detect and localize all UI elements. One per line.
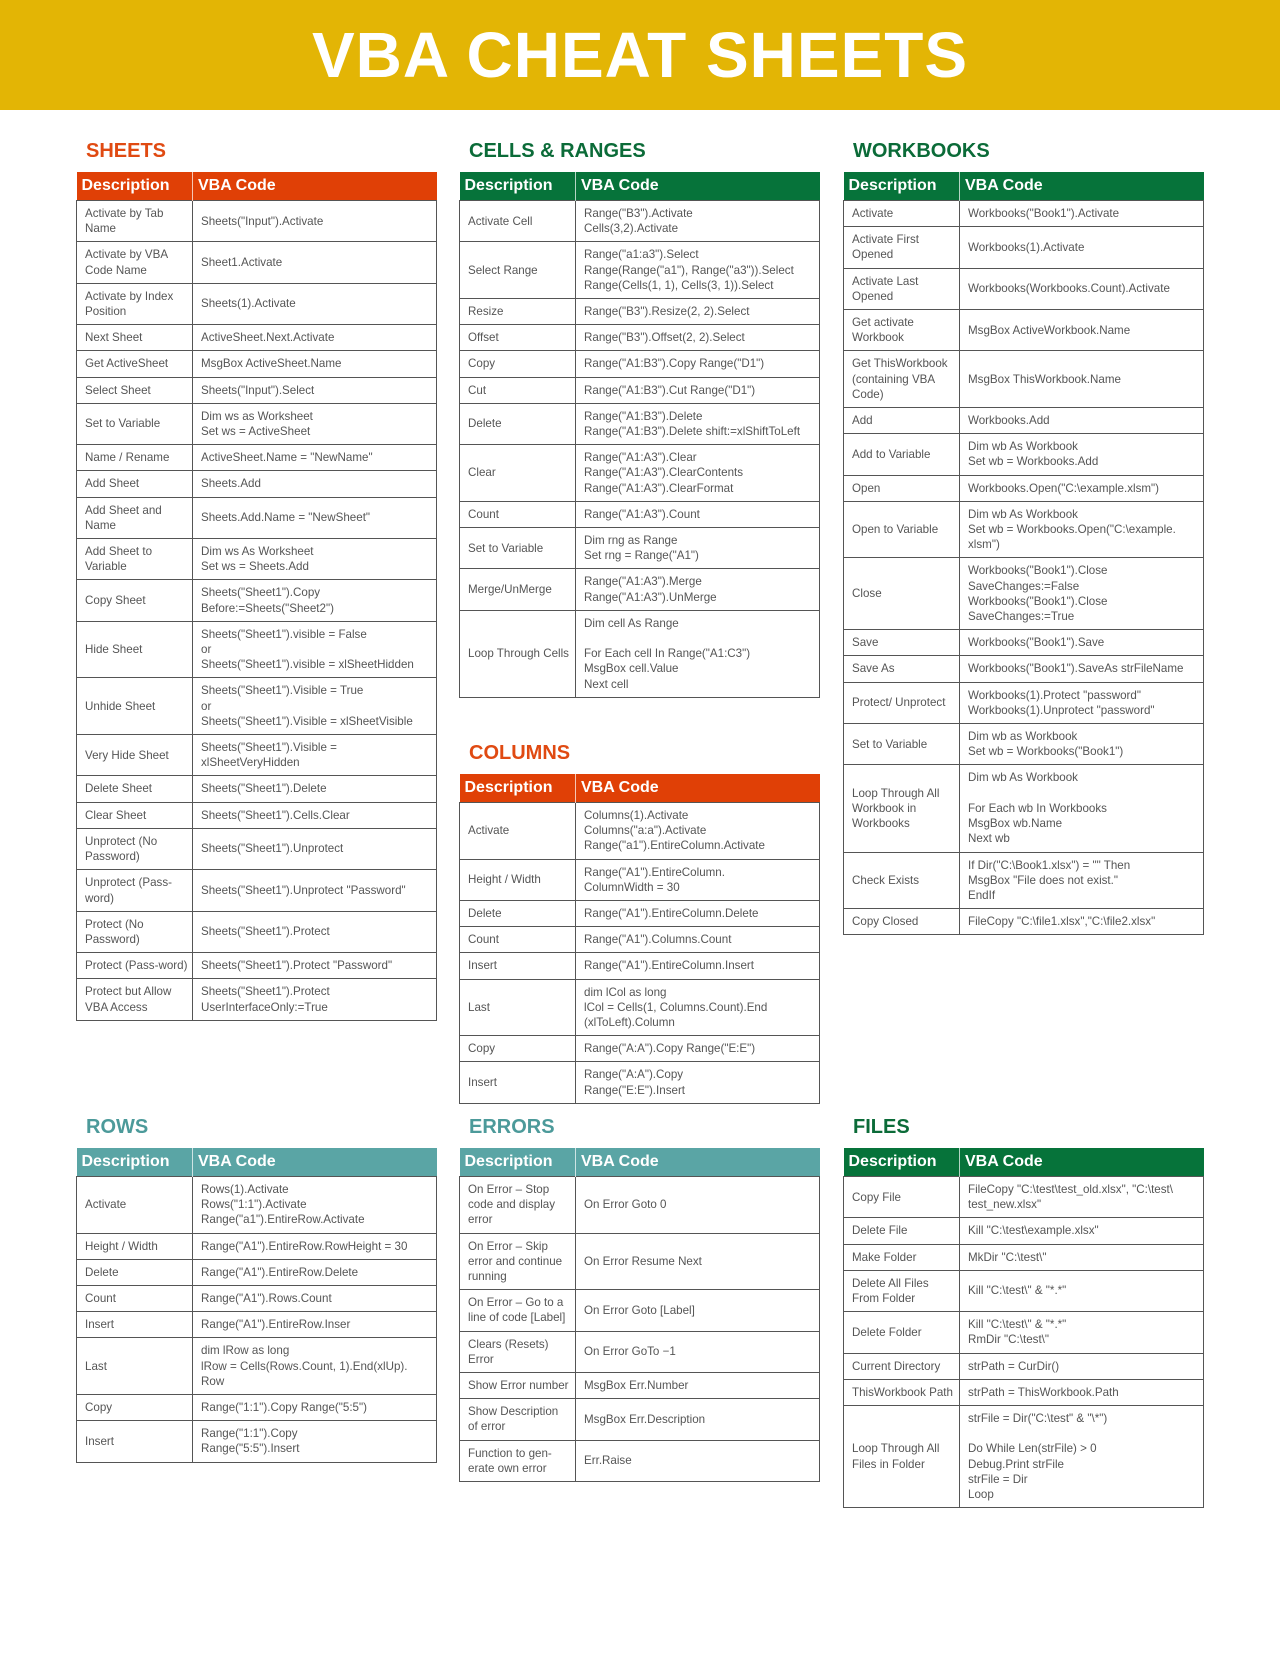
description-cell: Clears (Resets) Error — [460, 1331, 576, 1372]
code-cell: Range("B3").Offset(2, 2).Select — [576, 325, 820, 351]
code-cell: MsgBox Err.Description — [576, 1399, 820, 1440]
table-header-row — [460, 774, 820, 803]
table-row — [77, 201, 437, 242]
code-cell: Kill "C:\test\example.xlsx" — [960, 1218, 1204, 1244]
table-row — [460, 610, 820, 697]
section-rows — [76, 1112, 437, 1463]
table-row — [844, 1177, 1204, 1218]
column-header-code: VBA Code — [965, 177, 1043, 194]
section-title: SHEETS — [86, 140, 167, 162]
column-header-description: Description — [460, 172, 576, 201]
description-cell: Insert — [460, 1062, 576, 1103]
files-table — [843, 1148, 1204, 1508]
description-cell: Activate Last Opened — [844, 268, 960, 309]
description-cell: Protect but Allow VBA Access — [77, 979, 193, 1020]
description-cell: Last — [77, 1338, 193, 1395]
section-sheets — [76, 136, 437, 1021]
code-cell: Sheets(1).Activate — [193, 283, 437, 324]
description-cell: Activate Cell — [460, 201, 576, 242]
table-row — [844, 765, 1204, 852]
description-cell: Offset — [460, 325, 576, 351]
code-cell: Sheets("Sheet1").Unprotect "Password" — [193, 870, 437, 911]
table-row — [77, 1177, 437, 1234]
description-cell: Activate — [844, 201, 960, 227]
table-row — [460, 1331, 820, 1372]
description-cell: Close — [844, 558, 960, 630]
code-cell: MsgBox ActiveSheet.Name — [193, 351, 437, 377]
description-cell: Loop Through All Files in Folder — [844, 1406, 960, 1508]
description-cell: Insert — [77, 1312, 193, 1338]
code-cell: Range("A:A").Copy Range("E:E").Insert — [576, 1062, 820, 1103]
column-header-code: VBA Code — [581, 177, 659, 194]
table-row — [844, 1218, 1204, 1244]
table-row — [460, 201, 820, 242]
table-row — [460, 403, 820, 444]
table-header-row — [460, 1148, 820, 1177]
table-header-row — [77, 1148, 437, 1177]
table-row — [844, 434, 1204, 475]
description-cell: Check Exists — [844, 852, 960, 909]
description-cell: Activate by Index Position — [77, 283, 193, 324]
description-cell: Resize — [460, 299, 576, 325]
table-row — [844, 351, 1204, 408]
description-cell: Delete Sheet — [77, 776, 193, 802]
code-cell: If Dir("C:\Book1.xlsx") = "" Then MsgBox "File does not exist." EndIf — [960, 852, 1204, 909]
description-cell: Count — [77, 1286, 193, 1312]
section-title: FILES — [853, 1116, 910, 1138]
code-cell: Range("A1").Columns.Count — [576, 927, 820, 953]
description-cell: Clear Sheet — [77, 802, 193, 828]
table-row — [77, 377, 437, 403]
table-header-row — [844, 172, 1204, 201]
description-cell: Add Sheet to Variable — [77, 539, 193, 580]
table-row — [77, 776, 437, 802]
table-row — [77, 1259, 437, 1285]
description-cell: Cut — [460, 377, 576, 403]
table-row — [460, 501, 820, 527]
column-header-description: Description — [844, 1148, 960, 1177]
table-row — [460, 953, 820, 979]
description-cell: ThisWorkbook Path — [844, 1379, 960, 1405]
description-cell: Copy — [77, 1395, 193, 1421]
description-cell: On Error – Go to a line of code [Label] — [460, 1290, 576, 1331]
description-cell: Delete Folder — [844, 1312, 960, 1353]
table-row — [77, 828, 437, 869]
section-title: WORKBOOKS — [853, 140, 990, 162]
code-cell: Workbooks(1).Activate — [960, 227, 1204, 268]
description-cell: Get activate Workbook — [844, 310, 960, 351]
description-cell: Get ThisWorkbook (containing VBA Code) — [844, 351, 960, 408]
section-title: ROWS — [86, 1116, 149, 1138]
code-cell: On Error Goto [Label] — [576, 1290, 820, 1331]
code-cell: Range("A:A").Copy Range("E:E") — [576, 1036, 820, 1062]
table-row — [77, 1338, 437, 1395]
code-cell: Sheets("Sheet1").Copy Before:=Sheets("Sheet2") — [193, 580, 437, 621]
column-header-description: Description — [844, 172, 960, 201]
code-cell: Dim rng as Range Set rng = Range("A1") — [576, 528, 820, 569]
code-cell: Range("A1").EntireColumn. ColumnWidth = 30 — [576, 859, 820, 900]
code-cell: Range("A1:A3").Count — [576, 501, 820, 527]
table-row — [77, 1312, 437, 1338]
table-row — [844, 724, 1204, 765]
description-cell: Activate First Opened — [844, 227, 960, 268]
code-cell: Sheets("Sheet1").Visible = True or Sheets("Sheet1").Visible = xlSheetVisible — [193, 678, 437, 735]
description-cell: Copy — [460, 351, 576, 377]
table-row — [77, 870, 437, 911]
section-cells-ranges — [459, 136, 820, 698]
code-cell: Sheets("Sheet1").Visible = xlSheetVeryHidden — [193, 735, 437, 776]
code-cell: Dim wb As Workbook For Each wb In Workbooks MsgBox wb.Name Next wb — [960, 765, 1204, 852]
code-cell: Sheets.Add.Name = "NewSheet" — [193, 497, 437, 538]
table-row — [844, 630, 1204, 656]
table-row — [77, 911, 437, 952]
code-cell: Range("A1").EntireRow.RowHeight = 30 — [193, 1233, 437, 1259]
table-row — [460, 351, 820, 377]
table-row — [844, 656, 1204, 682]
description-cell: Current Directory — [844, 1353, 960, 1379]
description-cell: Delete — [460, 403, 576, 444]
code-cell: Workbooks("Book1").Activate — [960, 201, 1204, 227]
code-cell: Dim cell As Range For Each cell In Range("A1:C3") MsgBox cell.Value Next cell — [576, 610, 820, 697]
description-cell: Next Sheet — [77, 325, 193, 351]
code-cell: dim lRow as long lRow = Cells(Rows.Count, 1).End(xlUp). Row — [193, 1338, 437, 1395]
table-header-row — [844, 1148, 1204, 1177]
code-cell: Sheets("Sheet1").Delete — [193, 776, 437, 802]
code-cell: Range("A1").EntireColumn.Delete — [576, 901, 820, 927]
page-title: VBA CHEAT SHEETS — [311, 19, 969, 91]
description-cell: Name / Rename — [77, 445, 193, 471]
code-cell: Range("A1:B3").Delete Range("A1:B3").Delete shift:=xlShiftToLeft — [576, 403, 820, 444]
description-cell: Activate — [460, 803, 576, 860]
description-cell: Open — [844, 475, 960, 501]
table-row — [77, 1421, 437, 1462]
description-cell: Set to Variable — [77, 403, 193, 444]
code-cell: ActiveSheet.Name = "NewName" — [193, 445, 437, 471]
table-row — [77, 979, 437, 1020]
code-cell: On Error Resume Next — [576, 1233, 820, 1290]
description-cell: Copy Closed — [844, 909, 960, 935]
description-cell: Show Error number — [460, 1373, 576, 1399]
description-cell: Copy — [460, 1036, 576, 1062]
description-cell: Merge/UnMerge — [460, 569, 576, 610]
code-cell: Range("A1:A3").Merge Range("A1:A3").UnMerge — [576, 569, 820, 610]
table-row — [460, 242, 820, 299]
description-cell: Delete — [460, 901, 576, 927]
description-cell: Add to Variable — [844, 434, 960, 475]
table-row — [460, 528, 820, 569]
table-row — [844, 1244, 1204, 1270]
table-row — [460, 299, 820, 325]
table-row — [460, 1062, 820, 1103]
table-row — [77, 678, 437, 735]
table-row — [77, 351, 437, 377]
code-cell: Sheets("Sheet1").Protect "Password" — [193, 953, 437, 979]
table-row — [460, 901, 820, 927]
table-row — [844, 201, 1204, 227]
description-cell: Very Hide Sheet — [77, 735, 193, 776]
section-title: CELLS & RANGES — [469, 140, 646, 162]
description-cell: Count — [460, 501, 576, 527]
code-cell: Sheet1.Activate — [193, 242, 437, 283]
description-cell: On Error – Stop code and display error — [460, 1177, 576, 1234]
table-row — [844, 408, 1204, 434]
code-cell: Sheets("Sheet1").Protect UserInterfaceOnly:=True — [193, 979, 437, 1020]
description-cell: Set to Variable — [844, 724, 960, 765]
code-cell: Range("A1:B3").Copy Range("D1") — [576, 351, 820, 377]
description-cell: Add Sheet and Name — [77, 497, 193, 538]
code-cell: FileCopy "C:\file1.xlsx","C:\file2.xlsx" — [960, 909, 1204, 935]
table-row — [77, 1233, 437, 1259]
description-cell: Select Range — [460, 242, 576, 299]
column-header-description: Description — [77, 1148, 193, 1177]
code-cell: MsgBox Err.Number — [576, 1373, 820, 1399]
column-header-description: Description — [77, 172, 193, 201]
table-row — [844, 909, 1204, 935]
description-cell: Copy Sheet — [77, 580, 193, 621]
table-row — [77, 621, 437, 678]
workbooks-table — [843, 172, 1204, 935]
code-cell: Sheets("Input").Activate — [193, 201, 437, 242]
description-cell: Last — [460, 979, 576, 1036]
description-cell: Delete — [77, 1259, 193, 1285]
table-row — [77, 735, 437, 776]
description-cell: Make Folder — [844, 1244, 960, 1270]
code-cell: Workbooks(1).Protect "password" Workbooks(1).Unprotect "password" — [960, 682, 1204, 723]
description-cell: Add — [844, 408, 960, 434]
table-row — [77, 802, 437, 828]
description-cell: Unhide Sheet — [77, 678, 193, 735]
table-row — [460, 445, 820, 502]
description-cell: Get ActiveSheet — [77, 351, 193, 377]
code-cell: Sheets("Input").Select — [193, 377, 437, 403]
description-cell: Unprotect (No Password) — [77, 828, 193, 869]
description-cell: Activate by VBA Code Name — [77, 242, 193, 283]
description-cell: Select Sheet — [77, 377, 193, 403]
code-cell: Workbooks("Book1").Close SaveChanges:=False Workbooks("Book1").Close SaveChanges:=True — [960, 558, 1204, 630]
table-row — [844, 1406, 1204, 1508]
table-row — [460, 1177, 820, 1234]
table-row — [77, 497, 437, 538]
description-cell: Show Description of error — [460, 1399, 576, 1440]
table-row — [844, 682, 1204, 723]
table-row — [460, 1373, 820, 1399]
table-row — [77, 325, 437, 351]
description-cell: Activate — [77, 1177, 193, 1234]
code-cell: Rows(1).Activate Rows("1:1").Activate Range("a1").EntireRow.Activate — [193, 1177, 437, 1234]
table-row — [77, 580, 437, 621]
description-cell: Loop Through All Workbook in Workbooks — [844, 765, 960, 852]
code-cell: Workbooks("Book1").SaveAs strFileName — [960, 656, 1204, 682]
description-cell: Open to Variable — [844, 501, 960, 558]
errors-table — [459, 1148, 820, 1482]
section-title: ERRORS — [469, 1116, 555, 1138]
column-header-code: VBA Code — [581, 1153, 659, 1170]
columns-table — [459, 774, 820, 1104]
description-cell: Copy File — [844, 1177, 960, 1218]
table-row — [77, 1395, 437, 1421]
code-cell: On Error GoTo −1 — [576, 1331, 820, 1372]
code-cell: Range("1:1").Copy Range("5:5") — [193, 1395, 437, 1421]
code-cell: On Error Goto 0 — [576, 1177, 820, 1234]
table-row — [844, 852, 1204, 909]
description-cell: Protect (Pass-word) — [77, 953, 193, 979]
table-row — [460, 377, 820, 403]
table-row — [460, 803, 820, 860]
column-header-code: VBA Code — [965, 1153, 1043, 1170]
table-row — [844, 1353, 1204, 1379]
code-cell: FileCopy "C:\test\test_old.xlsx", "C:\test\ test_new.xlsx" — [960, 1177, 1204, 1218]
code-cell: Workbooks(Workbooks.Count).Activate — [960, 268, 1204, 309]
code-cell: Sheets("Sheet1").Cells.Clear — [193, 802, 437, 828]
code-cell: strFile = Dir("C:\test" & "\*") Do While Len(strFile) > 0 Debug.Print strFile strFile = Dir Loop — [960, 1406, 1204, 1508]
table-row — [77, 445, 437, 471]
section-errors — [459, 1112, 820, 1482]
table-row — [77, 1286, 437, 1312]
code-cell: Err.Raise — [576, 1440, 820, 1481]
section-title: COLUMNS — [469, 742, 571, 764]
code-cell: Range("1:1").Copy Range("5:5").Insert — [193, 1421, 437, 1462]
code-cell: Dim ws As Worksheet Set ws = Sheets.Add — [193, 539, 437, 580]
description-cell: Save — [844, 630, 960, 656]
description-cell: Function to gen-erate own error — [460, 1440, 576, 1481]
table-row — [460, 1440, 820, 1481]
description-cell: Protect/ Unprotect — [844, 682, 960, 723]
table-header-row — [460, 172, 820, 201]
description-cell: Height / Width — [460, 859, 576, 900]
table-row — [460, 1036, 820, 1062]
table-row — [844, 1379, 1204, 1405]
column-header-description: Description — [460, 1148, 576, 1177]
code-cell: Sheets.Add — [193, 471, 437, 497]
code-cell: Workbooks.Open("C:\example.xlsm") — [960, 475, 1204, 501]
column-header-code: VBA Code — [198, 1153, 276, 1170]
table-row — [460, 1290, 820, 1331]
description-cell: Unprotect (Pass-word) — [77, 870, 193, 911]
table-row — [460, 1399, 820, 1440]
code-cell: Range("A1:A3").Clear Range("A1:A3").ClearContents Range("A1:A3").ClearFormat — [576, 445, 820, 502]
description-cell: Count — [460, 927, 576, 953]
section-workbooks — [843, 136, 1204, 935]
table-row — [77, 283, 437, 324]
cells-ranges-table — [459, 172, 820, 698]
code-cell: MsgBox ThisWorkbook.Name — [960, 351, 1204, 408]
rows-table — [76, 1148, 437, 1463]
column-header-code: VBA Code — [581, 779, 659, 796]
code-cell: Kill "C:\test\" & "*.*" RmDir "C:\test\" — [960, 1312, 1204, 1353]
code-cell: strPath = ThisWorkbook.Path — [960, 1379, 1204, 1405]
table-row — [77, 403, 437, 444]
table-row — [844, 227, 1204, 268]
table-row — [844, 1270, 1204, 1311]
table-row — [844, 310, 1204, 351]
table-row — [460, 1233, 820, 1290]
description-cell: Height / Width — [77, 1233, 193, 1259]
code-cell: Range("B3").Activate Cells(3,2).Activate — [576, 201, 820, 242]
code-cell: Dim ws as Worksheet Set ws = ActiveSheet — [193, 403, 437, 444]
table-row — [844, 501, 1204, 558]
description-cell: Hide Sheet — [77, 621, 193, 678]
code-cell: Range("A1").EntireColumn.Insert — [576, 953, 820, 979]
table-header-row — [77, 172, 437, 201]
description-cell: Add Sheet — [77, 471, 193, 497]
title-banner — [0, 0, 1280, 110]
table-row — [77, 242, 437, 283]
description-cell: Clear — [460, 445, 576, 502]
table-row — [77, 539, 437, 580]
description-cell: Set to Variable — [460, 528, 576, 569]
table-row — [844, 558, 1204, 630]
code-cell: Range("A1").EntireRow.Delete — [193, 1259, 437, 1285]
description-cell: Activate by Tab Name — [77, 201, 193, 242]
code-cell: Dim wb as Workbook Set wb = Workbooks("Book1") — [960, 724, 1204, 765]
code-cell: Columns(1).Activate Columns("a:a").Activate Range("a1").EntireColumn.Activate — [576, 803, 820, 860]
description-cell: Delete File — [844, 1218, 960, 1244]
code-cell: Dim wb As Workbook Set wb = Workbooks.Open("C:\example. xlsm") — [960, 501, 1204, 558]
column-header-description: Description — [460, 774, 576, 803]
table-row — [77, 953, 437, 979]
code-cell: Sheets("Sheet1").Protect — [193, 911, 437, 952]
code-cell: Workbooks("Book1").Save — [960, 630, 1204, 656]
table-row — [844, 268, 1204, 309]
code-cell: Range("A1").Rows.Count — [193, 1286, 437, 1312]
code-cell: Range("A1:B3").Cut Range("D1") — [576, 377, 820, 403]
table-row — [77, 471, 437, 497]
code-cell: Dim wb As Workbook Set wb = Workbooks.Add — [960, 434, 1204, 475]
code-cell: Sheets("Sheet1").Unprotect — [193, 828, 437, 869]
section-columns — [459, 738, 820, 1104]
sheets-table — [76, 172, 437, 1021]
code-cell: Sheets("Sheet1").visible = False or Sheets("Sheet1").visible = xlSheetHidden — [193, 621, 437, 678]
description-cell: Insert — [460, 953, 576, 979]
description-cell: Delete All Files From Folder — [844, 1270, 960, 1311]
description-cell: Protect (No Password) — [77, 911, 193, 952]
table-row — [460, 979, 820, 1036]
table-row — [460, 859, 820, 900]
table-row — [460, 325, 820, 351]
description-cell: Loop Through Cells — [460, 610, 576, 697]
description-cell: Insert — [77, 1421, 193, 1462]
code-cell: dim lCol as long lCol = Cells(1, Columns.Count).End (xlToLeft).Column — [576, 979, 820, 1036]
table-row — [844, 475, 1204, 501]
code-cell: Range("B3").Resize(2, 2).Select — [576, 299, 820, 325]
description-cell: Save As — [844, 656, 960, 682]
code-cell: Range("A1").EntireRow.Inser — [193, 1312, 437, 1338]
code-cell: MsgBox ActiveWorkbook.Name — [960, 310, 1204, 351]
code-cell: Kill "C:\test\" & "*.*" — [960, 1270, 1204, 1311]
table-row — [460, 927, 820, 953]
table-row — [460, 569, 820, 610]
column-header-code: VBA Code — [198, 177, 276, 194]
code-cell: ActiveSheet.Next.Activate — [193, 325, 437, 351]
section-files — [843, 1112, 1204, 1508]
code-cell: MkDir "C:\test\" — [960, 1244, 1204, 1270]
code-cell: Workbooks.Add — [960, 408, 1204, 434]
description-cell: On Error – Skip error and continue running — [460, 1233, 576, 1290]
code-cell: Range("a1:a3").Select Range(Range("a1"), Range("a3")).Select Range(Cells(1, 1), Cells(3, 1)).Select — [576, 242, 820, 299]
table-row — [844, 1312, 1204, 1353]
code-cell: strPath = CurDir() — [960, 1353, 1204, 1379]
